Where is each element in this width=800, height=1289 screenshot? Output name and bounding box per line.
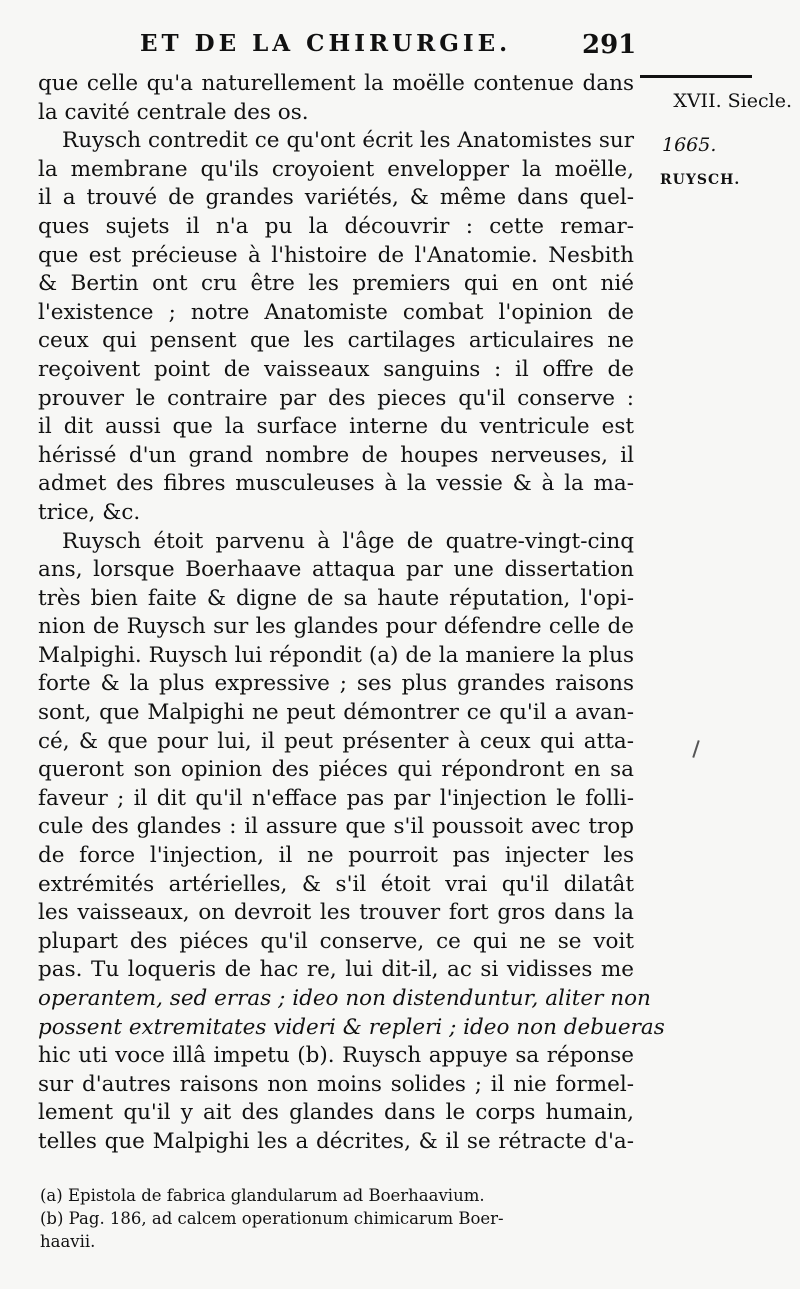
text-line: il a trouvé de grandes variétés, & même dans quel- [38,185,634,211]
text-line: telles que Malpighi les a décrites, & il se rétracte d'a- [38,1128,634,1154]
text-line: ceux qui pensent que les cartilages articulaires ne [38,328,634,354]
text-line: lement qu'il y ait des glandes dans le corps humain, [38,1100,634,1126]
margin-note-century: XVII. Siecle. [673,90,792,112]
text-line: hérissé d'un grand nombre de houpes nerveuses, il [38,442,634,468]
text-line: très bien faite & digne de sa haute réputation, l'opi- [38,585,634,611]
text-line: trice, &c. [38,499,141,525]
text-line: pas. Tu loqueris de hac re, lui dit-il, ac si vidisses me [38,957,634,983]
text-line: la cavité centrale des os. [38,99,309,125]
text-line: Ruysch étoit parvenu à l'âge de quatre-vingt-cinq [62,528,634,554]
margin-mark [692,740,699,758]
text-line: les vaisseaux, on devroit les trouver fort gros dans la [38,900,634,926]
text-line: faveur ; il dit qu'il n'efface pas par l'injection le folli- [38,785,634,811]
text-line: cé, & que pour lui, il peut présenter à ceux qui atta- [38,728,634,754]
text-line: que celle qu'a naturellement la moëlle contenue dans [38,71,634,96]
body-text [38,70,665,1157]
text-line: reçoivent point de vaisseaux sanguins : il offre de [38,356,634,382]
text-line: nion de Ruysch sur les glandes pour défendre celle de [38,614,634,640]
text-line: plupart des piéces qu'il conserve, ce qui ne se voit [38,928,634,954]
text-line: ans, lorsque Boerhaave attaqua par une dissertation [38,557,634,583]
text-line: la membrane qu'ils croyoient envelopper la moëlle, [38,156,634,182]
margin-note-year: 1665. [662,134,717,156]
text-line: il dit aussi que la surface interne du ventricule est [38,414,634,440]
text-line: que est précieuse à l'histoire de l'Anatomie. Nesbith [38,242,634,268]
text-line: Ruysch contredit ce qu'ont écrit les Anatomistes sur [62,128,634,154]
text-line: prouver le contraire par des pieces qu'il conserve : [38,385,634,411]
text-line: l'existence ; notre Anatomiste combat l'opinion de [38,299,634,325]
margin-note-name: RUYSCH. [660,172,741,188]
running-head: ET DE LA CHIRURGIE. [140,30,512,57]
text-line: admet des fibres musculeuses à la vessie & à la ma- [38,471,634,497]
text-line: sont, que Malpighi ne peut démontrer ce qu'il a avan- [38,700,634,726]
footnote-a: (a) Epistola de fabrica glandularum ad Boerhaavium. [40,1186,485,1205]
text-line: cule des glandes : il assure que s'il poussoit avec trop [38,814,634,840]
text-line-latin: operantem, sed erras ; ideo non distenduntur, aliter non [38,986,651,1011]
text-line-latin: possent extremitates videri & repleri ; ideo non debueras [38,1014,665,1040]
text-line: & Bertin ont cru être les premiers qui en ont nié [38,271,634,297]
text-line: queront son opinion des piéces qui répondront en sa [38,757,634,783]
text-line: sur d'autres raisons non moins solides ; il nie formel- [38,1071,634,1097]
footnote-b: (b) Pag. 186, ad calcem operationum chimicarum Boer- [40,1209,504,1228]
footnotes [40,1184,636,1253]
text-line: forte & la plus expressive ; ses plus grandes raisons [38,671,634,697]
footnote-b-continued: haavii. [40,1232,96,1251]
text-line: Malpighi. Ruysch lui répondit (a) de la maniere la plus [38,642,634,668]
page-number: 291 [582,30,637,60]
text-line: hic uti voce illâ impetu (b). Ruysch appuye sa réponse [38,1043,634,1069]
text-line: ques sujets il n'a pu la découvrir : cette remar- [38,213,634,239]
margin-rule [640,75,752,78]
text-line: extrémités artérielles, & s'il étoit vrai qu'il dilatât [38,871,634,897]
text-line: de force l'injection, il ne pourroit pas injecter les [38,843,634,869]
